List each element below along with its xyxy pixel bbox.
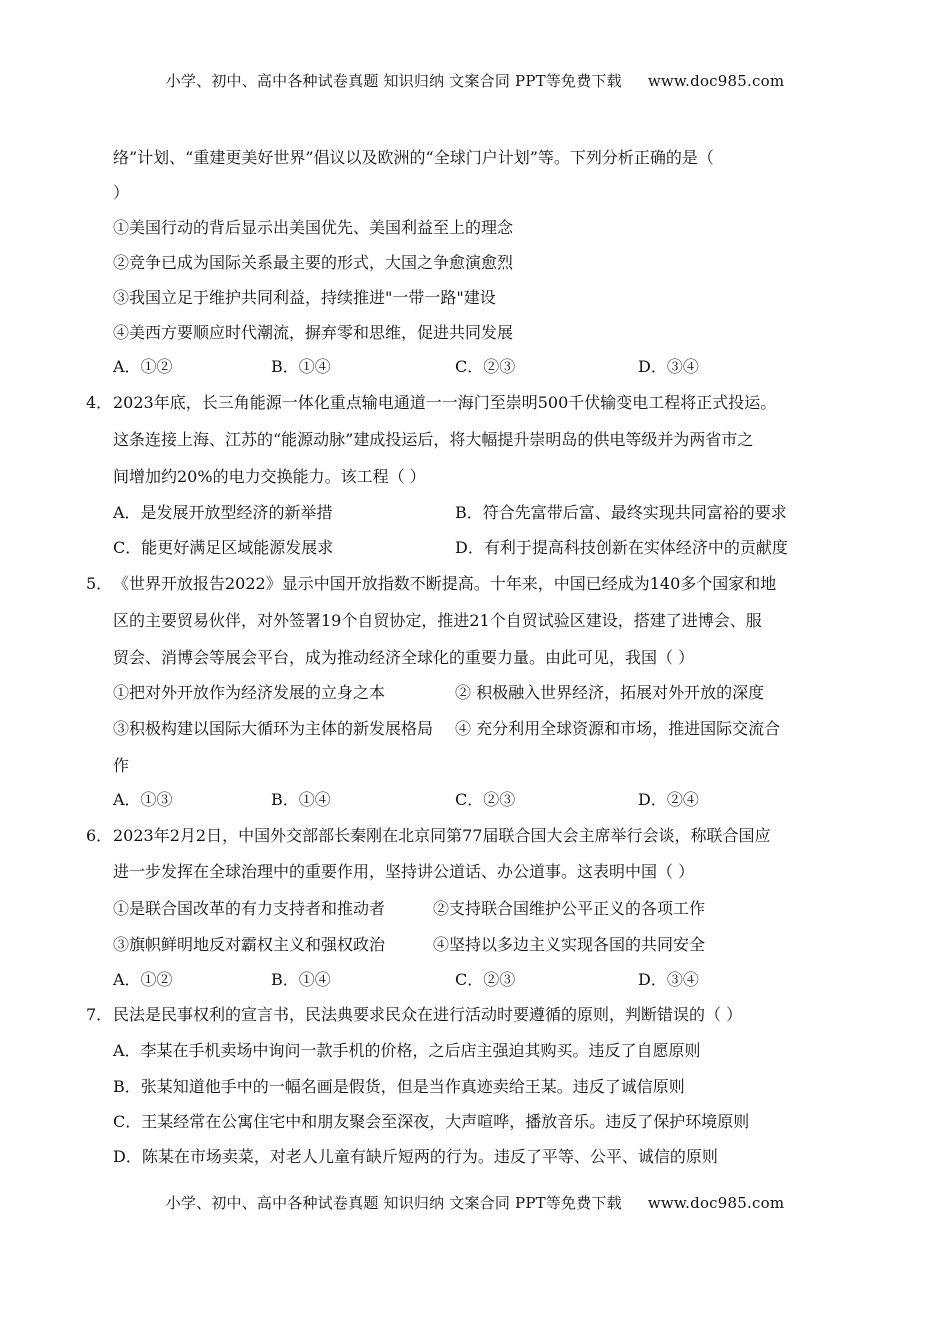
q6-option-a[interactable]: A．①② <box>113 970 173 989</box>
q5-stem-line: 区的主要贸易伙伴，对外签署19个自贸协定，推进21个自贸试验区建设，搭建了进博会、服 <box>113 611 762 630</box>
q3-option-c[interactable]: C．②③ <box>455 357 516 376</box>
q3-option-b[interactable]: B．①④ <box>271 357 331 376</box>
q6-stem-line: 2023年2月2日，中国外交部部长秦刚在北京同第77届联合国大会主席举行会谈，称联合国应 <box>113 826 771 845</box>
q3-option-a[interactable]: A．①② <box>113 357 173 376</box>
banner-site: www.doc985.com <box>647 72 785 90</box>
q6-option-d[interactable]: D．③④ <box>638 970 699 989</box>
q5-number: 5． <box>86 574 113 593</box>
q3-stem-line: ） <box>113 183 130 202</box>
q7-option-a[interactable]: A．李某在手机卖场中询问一款手机的价格，之后店主强迫其购买。违反了自愿原则 <box>113 1041 701 1060</box>
q4-option-d[interactable]: D．有利于提高科技创新在实体经济中的贡献度 <box>455 538 788 557</box>
q5-option-a[interactable]: A．①③ <box>113 790 173 809</box>
q6-item: ②支持联合国维护公平正义的各项工作 <box>433 899 706 918</box>
q5-item: ①把对外开放作为经济发展的立身之本 <box>113 683 386 702</box>
q4-option-a[interactable]: A．是发展开放型经济的新举措 <box>113 503 333 522</box>
q3-item: ③我国立足于维护共同利益，持续推进"一带一路"建设 <box>113 288 496 307</box>
q4-stem-line: 2023年底，长三角能源一体化重点输电通道一一海门至崇明500千伏输变电工程将正式投运。 <box>113 393 777 412</box>
q3-option-d[interactable]: D．③④ <box>638 357 699 376</box>
q3-item: ④美西方要顺应时代潮流，摒弃零和思维，促进共同发展 <box>113 323 514 342</box>
q4-option-c[interactable]: C．能更好满足区域能源发展求 <box>113 538 334 557</box>
q4-stem-line: 间增加约20%的电力交换能力。该工程（ ） <box>113 467 426 486</box>
q6-item: ④坚持以多边主义实现各国的共同安全 <box>433 935 706 954</box>
q6-item: ①是联合国改革的有力支持者和推动者 <box>113 899 386 918</box>
q3-stem-line: 络”计划、“重建更美好世界”倡议以及欧洲的“全球门户计划”等。下列分析正确的是（ <box>113 148 714 167</box>
q5-item: ④ 充分利用全球资源和市场，推进国际交流合 <box>455 719 781 738</box>
q7-number: 7． <box>86 1005 113 1024</box>
header-banner <box>0 70 950 91</box>
q3-item: ②竞争已成为国际关系最主要的形式，大国之争愈演愈烈 <box>113 253 514 272</box>
q5-item-continuation: 作 <box>113 756 130 775</box>
q6-stem-line: 进一步发挥在全球治理中的重要作用，坚持讲公道话、办公道事。这表明中国（ ） <box>113 862 695 881</box>
q6-item: ③旗帜鲜明地反对霸权主义和强权政治 <box>113 935 386 954</box>
q3-item: ①美国行动的背后显示出美国优先、美国利益至上的理念 <box>113 218 514 237</box>
q5-stem-line: 《世界开放报告2022》显示中国开放指数不断提高。十年来，中国已经成为140多个国家和地 <box>113 574 777 593</box>
q7-option-c[interactable]: C．王某经常在公寓住宅中和朋友聚会至深夜，大声喧哗，播放音乐。违反了保护环境原则 <box>113 1112 750 1131</box>
q6-option-c[interactable]: C．②③ <box>455 970 516 989</box>
q5-option-b[interactable]: B．①④ <box>271 790 331 809</box>
footer-banner <box>0 1192 950 1213</box>
q4-stem-line: 这条连接上海、江苏的“能源动脉”建成投运后，将大幅提升崇明岛的供电等级并为两省市之 <box>113 430 754 449</box>
banner-text: 小学、初中、高中各种试卷真题 知识归纳 文案合同 PPT等免费下载 <box>165 72 622 90</box>
banner-text: 小学、初中、高中各种试卷真题 知识归纳 文案合同 PPT等免费下载 <box>165 1194 622 1212</box>
q7-option-b[interactable]: B．张某知道他手中的一幅名画是假货，但是当作真迹卖给王某。违反了诚信原则 <box>113 1077 685 1096</box>
q5-item: ③积极构建以国际大循环为主体的新发展格局 <box>113 719 434 738</box>
banner-site: www.doc985.com <box>647 1194 785 1212</box>
q4-number: 4． <box>86 393 113 412</box>
q6-option-b[interactable]: B．①④ <box>271 970 331 989</box>
q5-option-d[interactable]: D．②④ <box>638 790 699 809</box>
q7-stem: 民法是民事权利的宣言书，民法典要求民众在进行活动时要遵循的原则，判断错误的（ ） <box>113 1005 743 1024</box>
q5-stem-line: 贸会、消博会等展会平台，成为推动经济全球化的重要力量。由此可见，我国（ ） <box>113 648 695 667</box>
q5-option-c[interactable]: C．②③ <box>455 790 516 809</box>
q4-option-b[interactable]: B．符合先富带后富、最终实现共同富裕的要求 <box>455 503 787 522</box>
q6-number: 6． <box>86 826 113 845</box>
q5-item: ② 积极融入世界经济，拓展对外开放的深度 <box>455 683 765 702</box>
q7-option-d[interactable]: D．陈某在市场卖菜，对老人儿童有缺斤短两的行为。违反了平等、公平、诚信的原则 <box>113 1147 718 1166</box>
